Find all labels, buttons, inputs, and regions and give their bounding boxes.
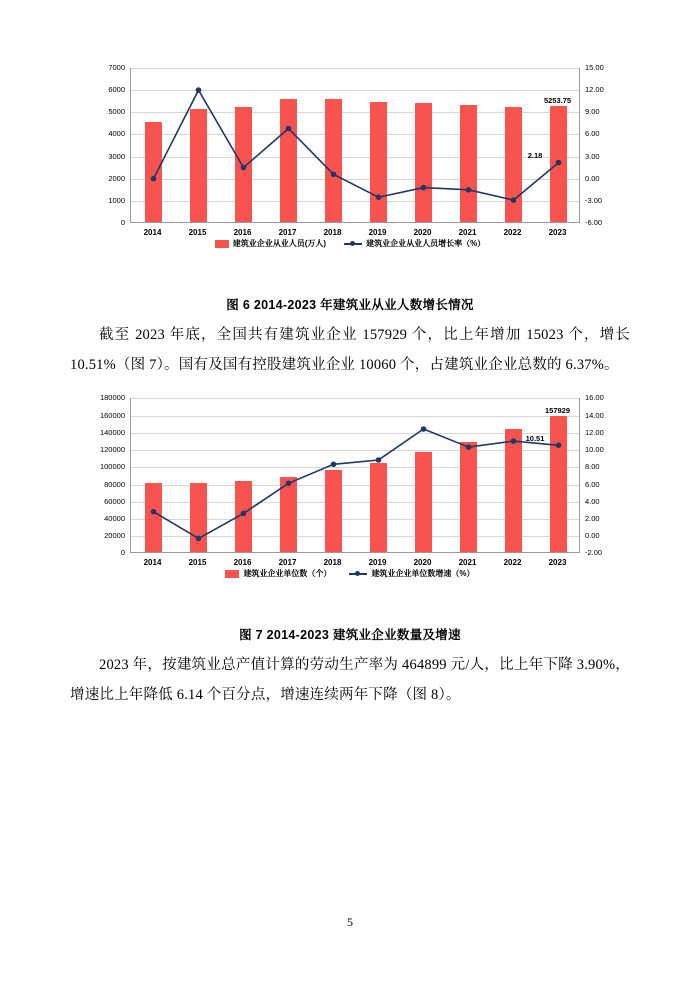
figure-6-plot [130, 68, 580, 223]
paragraph-1: 截至 2023 年底，全国共有建筑业企业 157929 个，比上年增加 15023 个，增长 10.51%（图 7）。国有及国有控股建筑业企业 10060 个，占建筑业企业总数的 6.37%。 [70, 327, 630, 373]
legend-label-line: 建筑业企业从业人员增长率（%） [366, 239, 486, 248]
y-axis-right-tick: 6.00 [585, 129, 600, 139]
figure-6-caption: 图 6 2014-2023 年建筑业从业人数增长情况 [226, 298, 474, 312]
y-axis-right-tick: 12.00 [585, 427, 604, 437]
y-axis-left-tick: 3000 [108, 151, 125, 161]
y-axis-right-tick: 15.00 [585, 63, 604, 72]
legend-item-bar [225, 568, 331, 579]
line-series-svg [131, 398, 581, 553]
y-axis-left-tick: 180000 [99, 393, 125, 403]
x-axis-tick: 2023 [548, 228, 567, 237]
y-axis-left-tick: 5000 [108, 107, 125, 117]
line-swatch-icon [344, 240, 362, 248]
y-axis-right-tick: 8.00 [585, 462, 600, 472]
legend-item-line [349, 568, 474, 579]
x-axis-tick: 2023 [548, 558, 567, 568]
y-axis-right-tick: 16.00 [585, 393, 604, 403]
y-axis-left-tick: 1000 [108, 195, 125, 205]
x-axis-tick: 2018 [323, 228, 342, 237]
y-axis-right-tick: 3.00 [585, 151, 600, 161]
legend-item-line [344, 238, 485, 249]
x-axis-tick: 2015 [188, 558, 207, 568]
legend-label-bar: 建筑业企业从业人员(万人) [232, 239, 327, 248]
x-axis-tick: 2022 [503, 558, 522, 568]
y-axis-right-tick: 4.00 [585, 496, 600, 506]
x-axis-tick: 2017 [278, 228, 297, 237]
y-axis-left-tick: 120000 [99, 445, 125, 455]
line-value-label: 10.51 [525, 433, 545, 443]
x-axis-tick: 2016 [233, 558, 252, 568]
paragraph-2: 2023 年，按建筑业总产值计算的劳动生产率为 464899 元/人，比上年下降 3.90%，增速比上年降低 6.14 个百分点，增速连续两年下降（图 8）。 [70, 657, 630, 704]
bar-value-label: 157929 [544, 406, 571, 416]
y-axis-left-tick: 2000 [108, 173, 125, 183]
x-axis-tick: 2014 [143, 558, 162, 568]
line-swatch-icon [349, 570, 367, 578]
x-axis-tick: 2021 [458, 228, 477, 237]
y-axis-left-tick: 60000 [104, 496, 125, 506]
figure-6 [70, 60, 630, 285]
figure-7-caption: 图 7 2014-2023 建筑业企业数量及增速 [239, 628, 461, 643]
y-axis-left-tick: 20000 [104, 531, 125, 541]
figure-7-plot-area [70, 390, 630, 585]
x-axis-tick: 2017 [278, 558, 297, 568]
bar-swatch-icon [225, 570, 239, 578]
y-axis-right-tick: 6.00 [585, 479, 600, 489]
x-axis-tick: 2022 [503, 228, 522, 237]
x-axis-tick: 2015 [188, 228, 207, 237]
line-series-svg [131, 68, 581, 223]
x-axis-tick: 2020 [413, 558, 432, 568]
line-value-label: 2.18 [527, 150, 543, 160]
figure-7 [70, 390, 630, 615]
x-axis-tick: 2018 [323, 558, 342, 568]
legend-label-bar: 建筑业企业单位数（个） [243, 569, 332, 579]
y-axis-right-tick: -2.00 [585, 548, 603, 558]
y-axis-right-tick: 0.00 [585, 173, 600, 183]
y-axis-right-tick: -6.00 [585, 218, 603, 227]
legend-item-bar [215, 238, 326, 249]
figure-6-legend [70, 238, 630, 249]
x-axis-tick: 2020 [413, 228, 432, 237]
y-axis-left-tick: 7000 [108, 63, 125, 72]
y-axis-left-tick: 80000 [104, 479, 125, 489]
bar-swatch-icon [215, 240, 229, 248]
y-axis-left-tick: 4000 [108, 129, 125, 139]
x-axis-tick: 2016 [233, 228, 252, 237]
y-axis-right-tick: 12.00 [585, 85, 604, 95]
bar-value-label: 5253.75 [543, 95, 572, 105]
x-axis-tick: 2021 [458, 558, 477, 568]
figure-6-plot-area [70, 60, 630, 255]
y-axis-right-tick: 14.00 [585, 410, 604, 420]
y-axis-left-tick: 140000 [99, 427, 125, 437]
x-axis-tick: 2019 [368, 558, 387, 568]
x-axis-tick: 2014 [143, 228, 162, 237]
y-axis-left-tick: 40000 [104, 513, 125, 523]
legend-label-line: 建筑业企业单位数增速（%） [371, 569, 475, 579]
y-axis-left-tick: 100000 [99, 462, 125, 472]
y-axis-right-tick: 2.00 [585, 513, 600, 523]
y-axis-left-tick: 160000 [99, 410, 125, 420]
x-axis-tick: 2019 [368, 228, 387, 237]
y-axis-right-tick: 9.00 [585, 107, 600, 117]
y-axis-right-tick: -3.00 [585, 195, 603, 205]
y-axis-right-tick: 10.00 [585, 445, 604, 455]
y-axis-left-tick: 0 [120, 548, 125, 558]
figure-7-legend [70, 568, 630, 579]
y-axis-right-tick: 0.00 [585, 531, 600, 541]
y-axis-left-tick: 0 [120, 218, 125, 227]
page-number: 5 [347, 915, 353, 929]
figure-7-plot [130, 398, 580, 553]
y-axis-left-tick: 6000 [108, 85, 125, 95]
